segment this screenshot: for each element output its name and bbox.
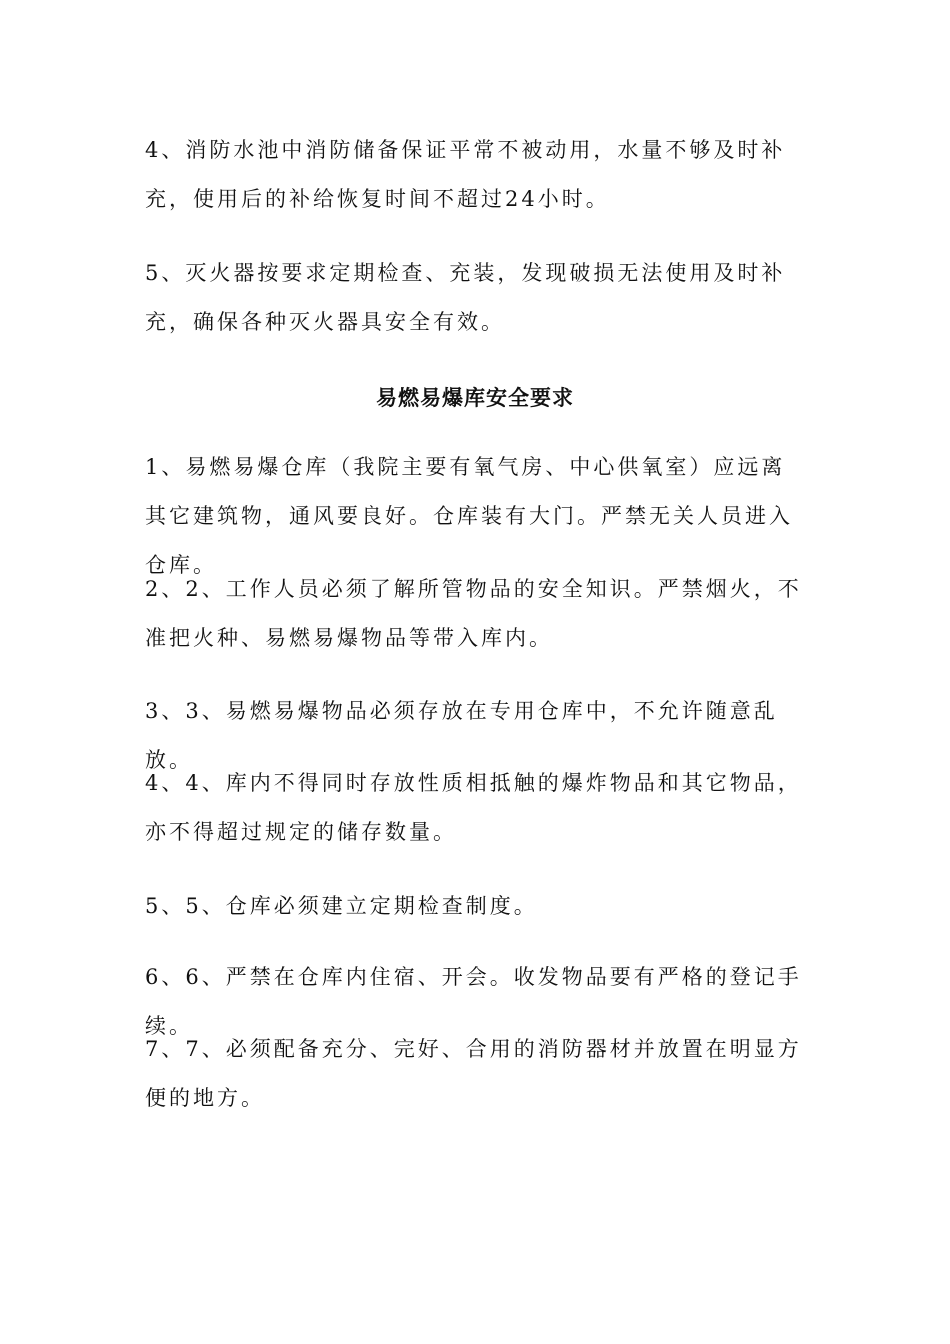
paragraph-fire-pool: 4、消防水池中消防储备保证平常不被动用，水量不够及时补充，使用后的补给恢复时间不超过24小时。 xyxy=(145,138,786,211)
paragraph-rule-4: 4、4、库内不得同时存放性质相抵触的爆炸物品和其它物品，亦不得超过规定的储存数量。 xyxy=(145,771,802,844)
paragraph-rule-2: 2、2、工作人员必须了解所管物品的安全知识。严禁烟火，不准把火种、易燃易爆物品等带入库内。 xyxy=(145,577,802,650)
section-title: 易燃易爆库安全要求 xyxy=(376,385,574,410)
paragraph-extinguisher: 5、灭火器按要求定期检查、充装，发现破损无法使用及时补充，确保各种灭火器具安全有效。 xyxy=(145,261,786,334)
paragraph-rule-5: 5、5、仓库必须建立定期检查制度。 xyxy=(145,894,538,918)
paragraph-rule-6: 6、6、严禁在仓库内住宿、开会。收发物品要有严格的登记手续。 xyxy=(145,965,802,1038)
paragraph-rule-7: 7、7、必须配备充分、完好、合用的消防器材并放置在明显方便的地方。 xyxy=(145,1037,802,1110)
paragraph-rule-3: 3、3、易燃易爆物品必须存放在专用仓库中，不允许随意乱放。 xyxy=(145,699,778,772)
paragraph-rule-1: 1、易燃易爆仓库（我院主要有氧气房、中心供氧室）应远离其它建筑物，通风要良好。仓库装有大门。严禁无关人员进入仓库。 xyxy=(145,455,793,577)
